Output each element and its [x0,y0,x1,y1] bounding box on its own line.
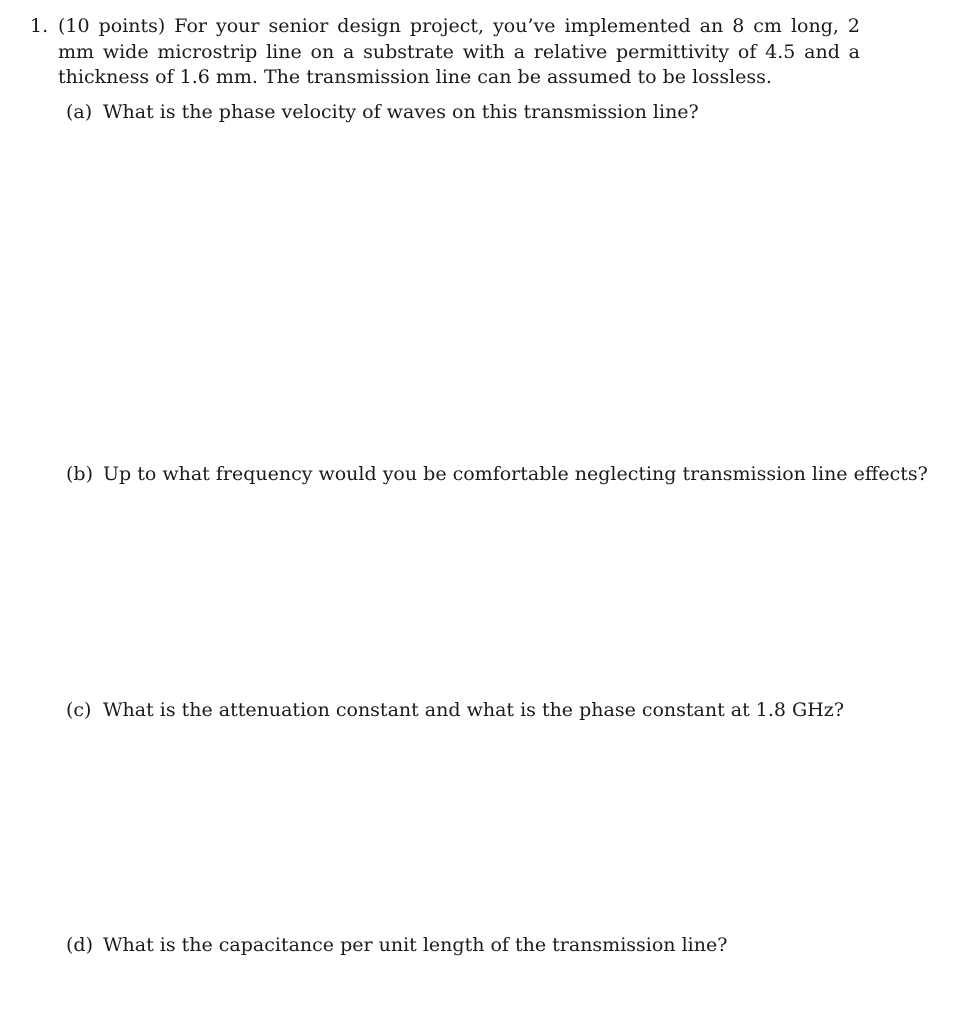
part-a-label: (a) [66,101,93,123]
part-c-question: What is the attenuation constant and what is the phase constant at 1.8 GHz? [103,699,844,721]
problem-text: (10 points) For your senior design project, you’ve implemented an 8 cm long, 2 mm wide microstrip line on a substrate with a relative permittivity of 4.5 and a thickness of 1.6 mm. The transmission line can be assumed to be lossless. [58,15,860,88]
part-d-question: What is the capacitance per unit length of the transmission line? [103,934,728,956]
part-a-question: What is the phase velocity of waves on this transmission line? [103,101,699,123]
part-a [66,100,699,125]
part-c [66,698,844,723]
problem-number: 1. [30,15,49,37]
problem-statement [30,14,860,91]
part-b [66,462,928,487]
part-c-label: (c) [66,699,92,721]
part-b-label: (b) [66,463,93,485]
part-b-question: Up to what frequency would you be comfortable neglecting transmission line effects? [103,463,928,485]
part-d-label: (d) [66,934,93,956]
part-d [66,933,727,958]
